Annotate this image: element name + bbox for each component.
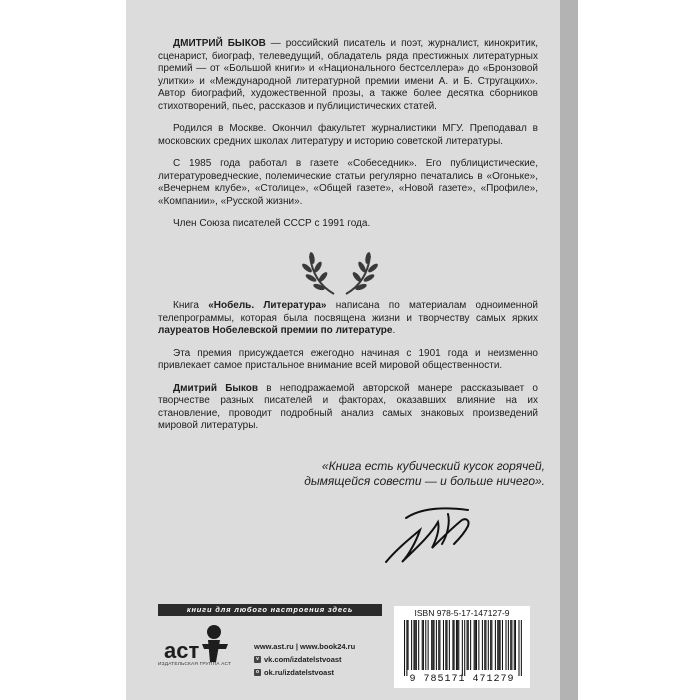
barcode-bar (467, 620, 468, 670)
barcode-bar (515, 620, 516, 670)
about-p1-c: . (392, 325, 396, 336)
site-link-row[interactable] (254, 640, 355, 653)
barcode-bar (416, 620, 417, 670)
bio-paragraph-4: Член Союза писателей СССР с 1991 года. (173, 218, 371, 229)
barcode-bar (464, 620, 465, 676)
barcode-bar (454, 620, 455, 670)
barcode-bar (495, 620, 496, 670)
barcode-bar (456, 620, 457, 670)
barcode-bar (431, 620, 432, 670)
barcode-bar (418, 620, 419, 670)
barcode-bar (434, 620, 435, 670)
barcode-bar (446, 620, 447, 670)
barcode-bar (500, 620, 501, 670)
vk-link[interactable]: vk.com/izdatelstvoast (264, 655, 342, 664)
bio-paragraph-2: Родился в Москве. Окончил факультет журналистики МГУ. Преподавал в московских средних школах литературу и историю советской литературы. (158, 123, 538, 147)
barcode-bar (438, 620, 439, 670)
barcode-bar (505, 620, 506, 670)
barcode-bar (436, 620, 437, 670)
barcode-bar (470, 620, 471, 670)
bio-paragraph-1 (158, 38, 538, 113)
barcode-bar (510, 620, 511, 670)
barcode-bar (476, 620, 477, 670)
barcode-bar (484, 620, 485, 670)
laurel-wreath-icon (290, 250, 390, 296)
barcode-bar (408, 620, 409, 670)
site-links[interactable]: www.ast.ru | www.book24.ru (254, 642, 356, 651)
book-spine-edge (560, 0, 578, 700)
about-paragraph-3 (158, 383, 538, 433)
bio-paragraph-3: С 1985 года работал в газете «Собеседник». Его публицистические, литературоведческие, полемические статьи регулярно печатались в «Огоньке», «Вечернем клубе», «Столице», «Общей газете», «Новой газете», «Профиле», «Компании», «Русской жизни». (158, 158, 538, 207)
about-paragraph-1 (158, 300, 538, 338)
barcode-bar (502, 620, 503, 670)
barcode-bar (423, 620, 424, 670)
barcode-bar (462, 620, 463, 676)
barcode-bar (511, 620, 512, 670)
ok-link-row[interactable] (254, 666, 355, 679)
barcode-bar (445, 620, 446, 670)
author-signature (378, 500, 488, 570)
barcode-bar (514, 620, 515, 670)
about-p3-rest: в неподражаемой авторской манере рассказывает о творчестве разных писателей и факторах, оказавших влияние на их становление, проводит подробный анализ самых знаковых произведений мировой литературы. (158, 382, 538, 431)
quote-line-1: «Книга есть кубический кусок горячей, (321, 459, 545, 473)
author-bio (158, 38, 538, 241)
barcode-bar (443, 620, 444, 670)
barcode-bar (521, 620, 522, 676)
barcode-bar (432, 620, 433, 670)
barcode-bar (491, 620, 492, 670)
barcode-bar (518, 620, 519, 676)
barcode-icon (404, 620, 522, 676)
barcode-bar (452, 620, 453, 670)
barcode-bar (439, 620, 440, 670)
barcode-bar (415, 620, 416, 670)
barcode-bar (449, 620, 450, 670)
about-paragraph-2: Эта премия присуждается ежегодно начиная с 1901 года и неизменно привлекает самое пристальное внимание всей мировой общественности. (158, 347, 538, 371)
book-description (158, 300, 538, 443)
isbn-block (394, 606, 530, 688)
vk-link-row[interactable] (254, 653, 355, 666)
barcode-number: 9 785171 471279 (409, 674, 515, 685)
barcode-bar (488, 620, 489, 670)
barcode-bar (474, 620, 475, 670)
logo-caption: ИЗДАТЕЛЬСКАЯ ГРУППА АСТ (158, 662, 232, 667)
barcode-bar (475, 620, 476, 670)
barcode-bar (413, 620, 414, 670)
barcode-bar (508, 620, 509, 670)
book-title: «Нобель. Литература» (208, 300, 327, 311)
barcode-bar (411, 620, 412, 670)
logo-text: аст (164, 638, 200, 663)
quote-line-2: дымящейся совести — и больше ничего». (304, 474, 545, 488)
ok-link[interactable]: ok.ru/izdatelstvoast (264, 668, 335, 677)
barcode-bar (428, 620, 429, 670)
barcode-bar (425, 620, 426, 670)
barcode-bar (490, 620, 491, 670)
barcode-bar (478, 620, 479, 670)
about-p1-bold: лауреатов Нобелевской премии по литературе (158, 325, 393, 336)
barcode-bar (406, 620, 407, 676)
author-name-caps: ДМИТРИЙ БЫКОВ (173, 38, 266, 49)
barcode-bar (457, 620, 458, 670)
about-p1-a: Книга (173, 300, 209, 311)
publisher-tagline: книги для любого настроения здесь (158, 604, 382, 616)
ok-icon: o (255, 669, 260, 675)
publisher-links (254, 640, 355, 679)
barcode-bar (485, 620, 486, 670)
barcode-bar (497, 620, 498, 670)
isbn-text: ISBN 978-5-17-147127-9 (414, 608, 510, 618)
about-author-name: Дмитрий Быков (173, 382, 259, 394)
barcode-bar (422, 620, 423, 670)
barcode-bar (498, 620, 499, 670)
barcode-bar (458, 620, 459, 670)
barcode-bar (468, 620, 469, 670)
ast-logo-icon (158, 622, 233, 692)
author-quote (300, 459, 545, 489)
barcode-bar (482, 620, 483, 670)
vk-icon: v (254, 656, 261, 663)
about-p1-b: написана по материалам одноименной телепрограммы, которая была посвящена жизни и творчеству самых ярких (158, 300, 539, 324)
barcode-bar (404, 620, 405, 676)
bio-paragraph-1-text: — российский писатель и поэт, журналист, кинокритик, сценарист, биограф, телеведущий, обладатель ряда престижных литературных премий — от «Большой книги» и «Национального бестселлера» до «Бронзовой улитки» и «Международной литературной премии имени А. и Б. Стругацких». Автор биографий, художественной прозы, а также более десятка сборников стихотворений, пьес, рассказов и публицистических статей. (158, 38, 538, 112)
